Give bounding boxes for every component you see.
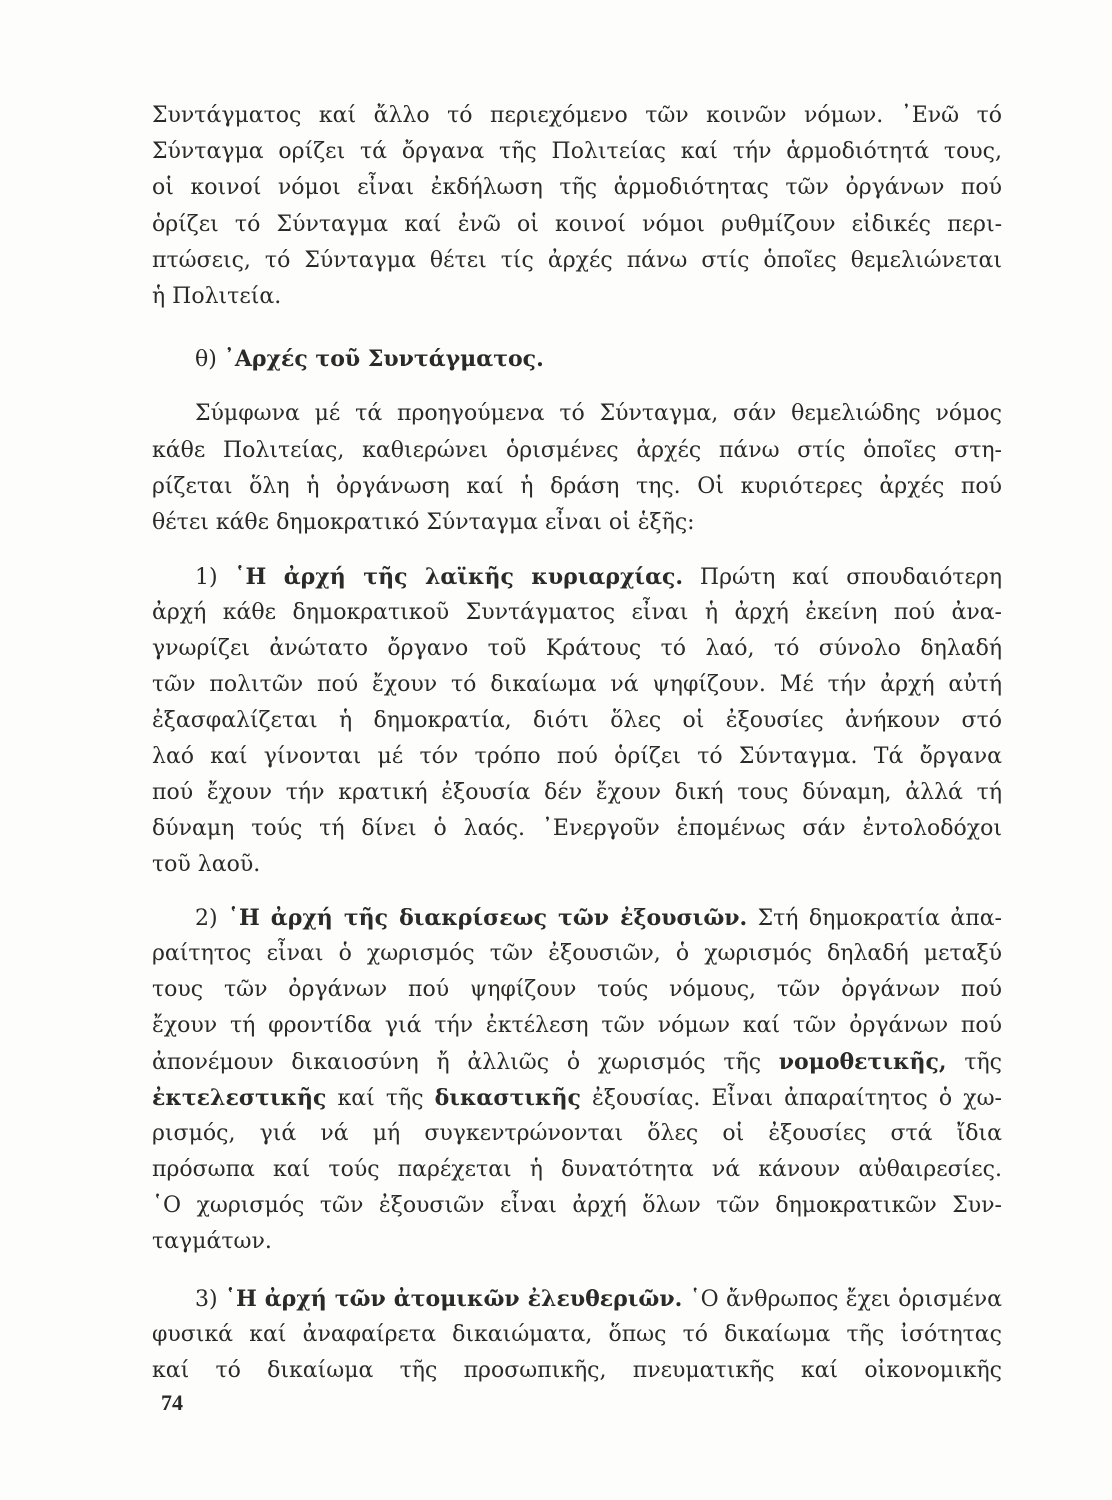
text-run: ραίτητος εἶναι ὁ χωρισμός τῶν ἐξουσιῶν, ὁ χωρισμός δηλαδή μεταξύ [152,941,1002,966]
text-run: πρόσωπα καί τούς παρέχεται ἡ δυνατότητα νά κάνουν αὐθαιρεσίες. [152,1157,1002,1182]
text-run: ρισμός, γιά νά μή συγκεντρώνονται ὅλες οἱ ἐξουσίες στά ἴδια [152,1121,1002,1146]
text-line [152,1155,1002,1185]
text-run: 3) [195,1287,225,1312]
text-run: κάθε Πολιτείας, καθιερώνει ὁρισμένες ἀρχές πάνω στίς ὁποῖες στη- [152,438,1002,463]
text-run: ἀρχή κάθε δημοκρατικοῦ Συντάγματος εἶναι ἡ ἀρχή ἐκείνη πού ἀνα- [152,600,1002,625]
text-line [152,1227,272,1257]
text-line [152,173,1002,203]
text-line [152,1191,1002,1221]
text-line [152,1083,1002,1114]
text-line [152,101,1002,131]
text-run: τῶν πολιτῶν πού ἔχουν τό δικαίωμα νά ψηφίζουν. Μέ τήν ἀρχή αὐτή [152,672,1002,697]
text-line [152,598,1002,628]
text-line [152,137,1002,167]
text-line [152,1356,1002,1386]
text-line [195,903,1002,934]
text-run: ἡ Πολιτεία. [152,284,282,309]
text-run: θέτει κάθε δημοκρατικό Σύνταγμα εἶναι οἱ ἑξῆς: [152,510,695,535]
bold-run: ᾿Αρχές τοῦ Συντάγματος. [223,346,544,372]
text-run: ταγμάτων. [152,1229,272,1254]
text-run: τους τῶν ὀργάνων πού ψηφίζουν τούς νόμους, τῶν ὀργάνων πού [152,977,1002,1002]
text-run: ἔχουν τή φροντίδα γιά τήν ἐκτέλεση τῶν νόμων καί τῶν ὀργάνων πού [152,1013,1002,1038]
text-run: πτώσεις, τό Σύνταγμα θέτει τίς ἀρχές πάνω στίς ὁποῖες θεμελιώνεται [152,248,1002,273]
text-run: πού ἔχουν τήν κρατική ἐξουσία δέν ἔχουν δική τους δύναμη, ἀλλά τή [152,780,1002,805]
text-line [195,399,1002,429]
text-run: 2) [195,906,228,931]
text-run: θ) [195,347,224,372]
text-line [152,1011,1002,1041]
text-run: Σύμφωνα μέ τά προηγούμενα τό Σύνταγμα, σάν θεμελιώδης νόμος [195,401,1002,426]
text-run: Συντάγματος καί ἄλλο τό περιεχόμενο τῶν κοινῶν νόμων. ᾿Ενῶ τό [152,103,1002,128]
text-line [152,210,1002,240]
text-line [152,706,1002,736]
text-run: τοῦ λαοῦ. [152,852,261,877]
bold-run: ῾Η ἀρχή τῶν ἀτομικῶν ἐλευθεριῶν. [224,1286,683,1312]
text-line [152,436,1002,466]
text-line [152,939,1002,969]
text-run: ἐξασφαλίζεται ἡ δημοκρατία, διότι ὅλες οἱ ἐξουσίες ἀνήκουν στό [152,708,1002,733]
text-line [152,1047,1002,1078]
text-line [152,1119,1002,1149]
bold-run: νομοθετικῆς, [778,1049,947,1075]
text-line [195,562,1002,593]
text-run: δύναμη τούς τή δίνει ὁ λαός. ᾿Ενεργοῦν ἑπομένως σάν ἐντολοδόχοι [152,816,1002,841]
text-run: οἱ κοινοί νόμοι εἶναι ἐκδήλωση τῆς ἁρμοδιότητας τῶν ὀργάνων πού [152,175,1002,200]
text-run: Σύνταγμα ορίζει τά ὄργανα τῆς Πολιτείας καί τήν ἁρμοδιότητά τους, [152,139,1002,164]
text-run: ρίζεται ὅλη ἡ ὀργάνωση καί ἡ δράση της. Οἱ κυριότερες ἀρχές πού [152,474,1002,499]
text-line [152,778,1002,808]
text-run: γνωρίζει ἀνώτατο ὄργανο τοῦ Κράτους τό λαό, τό σύνολο δηλαδή [152,636,1002,661]
text-run: καί τό δικαίωμα τῆς προσωπικῆς, πνευματικῆς καί οἰκονομικῆς [152,1358,1002,1383]
text-line [152,634,1002,664]
text-run: Πρώτη καί σπουδαιότερη [683,565,1003,590]
text-run: ῾Ο χωρισμός τῶν ἐξουσιῶν εἶναι ἀρχή ὅλων τῶν δημοκρατικῶν Συν- [152,1193,1002,1218]
text-run: ῾Ο ἄνθρωπος ἔχει ὁρισμένα [682,1287,1003,1312]
text-run: λαό καί γίνονται μέ τόν τρόπο πού ὁρίζει τό Σύνταγμα. Τά ὄργανα [152,744,1002,769]
text-run: ἐξουσίας. Εἶναι ἀπαραίτητος ὁ χω- [580,1086,1002,1111]
text-line [152,670,1002,700]
bold-run: ῾Η ἀρχή τῆς λαϊκῆς κυριαρχίας. [234,564,684,590]
text-line [152,246,1002,276]
section-heading [195,344,544,375]
text-run: Στή δημοκρατία ἀπα- [747,906,1002,931]
text-run: 1) [195,565,235,590]
text-run: ἀπονέμουν δικαιοσύνη ἤ ἀλλιῶς ὁ χωρισμός τῆς [152,1050,779,1075]
text-line [152,1320,1002,1350]
bold-run: ῾Η ἀρχή τῆς διακρίσεως τῶν ἐξουσιῶν. [227,905,748,931]
text-run: φυσικά καί ἀναφαίρετα δικαιώματα, ὅπως τό δικαίωμα τῆς ἰσότητας [152,1322,1002,1347]
text-line [152,282,281,312]
text-line [152,814,1002,844]
text-line [152,850,260,880]
bold-run: ἐκτελεστικῆς [152,1085,327,1111]
text-line [152,508,695,538]
text-run: καί τῆς [326,1086,435,1111]
bold-run: δικαστικῆς [434,1085,581,1111]
page-number: 74 [161,1390,183,1415]
text-line [152,742,1002,772]
text-line [195,1284,1002,1315]
text-line [152,975,1002,1005]
text-line [152,472,1002,502]
text-run: ὁρίζει τό Σύνταγμα καί ἐνῶ οἱ κοινοί νόμοι ρυθμίζουν εἰδικές περι- [152,212,1002,237]
text-run: τῆς [946,1050,1002,1075]
